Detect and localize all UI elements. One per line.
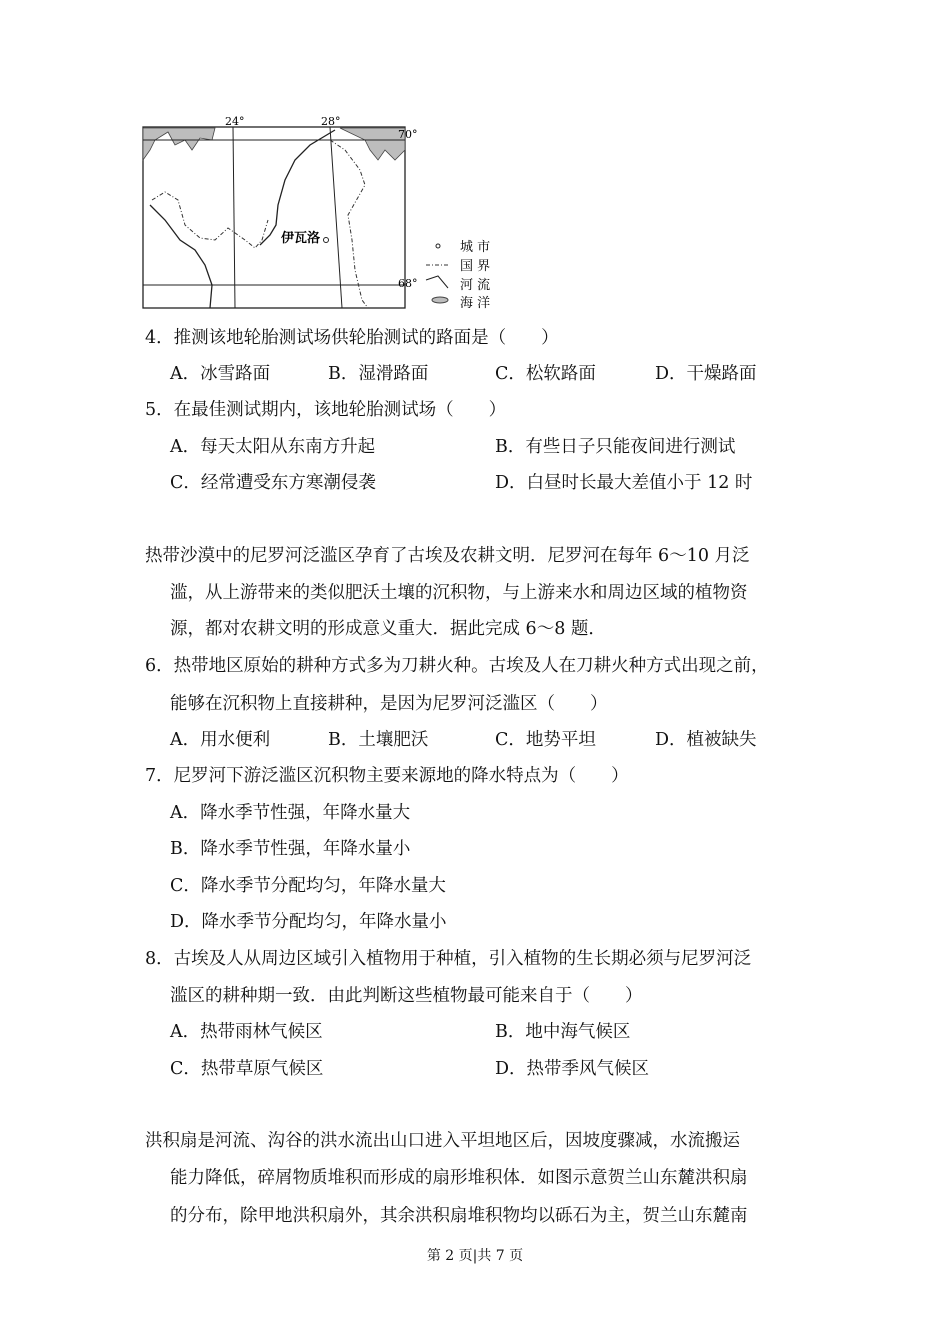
q4-stem: 4．推测该地轮胎测试场供轮胎测试的路面是（ ） xyxy=(145,328,559,348)
q6-option-a: A．用水便利 xyxy=(170,730,271,750)
q5-option-a: A．每天太阳从东南方升起 xyxy=(170,437,376,457)
passage1-line: 滥，从上游带来的类似肥沃土壤的沉积物，与上游来水和周边区域的植物资 xyxy=(170,583,748,603)
q7-option-b: B．降水季节性强，年降水量小 xyxy=(170,839,411,859)
passage2-line: 洪积扇是河流、沟谷的洪水流出山口进入平坦地区后，因坡度骤减，水流搬运 xyxy=(145,1131,740,1151)
passage2-line: 能力降低，碎屑物质堆积而形成的扇形堆积体．如图示意贺兰山东麓洪积扇 xyxy=(170,1168,748,1188)
q8-option-b: B．地中海气候区 xyxy=(495,1022,631,1042)
q7-stem: 7．尼罗河下游泛滥区沉积物主要来源地的降水特点为（ ） xyxy=(145,766,629,786)
lon-label-28: 28° xyxy=(321,115,341,128)
q5-option-d: D．白昼时长最大差值小于 12 时 xyxy=(495,473,753,493)
ocean-icon xyxy=(432,297,448,303)
q8-option-c: C．热带草原气候区 xyxy=(170,1059,324,1079)
q6-option-d: D．植被缺失 xyxy=(655,730,757,750)
q4-option-a: A．冰雪路面 xyxy=(170,364,271,384)
q6-stem: 能够在沉积物上直接耕种，是因为尼罗河泛滥区（ ） xyxy=(170,694,608,714)
legend-river: 河 流 xyxy=(460,278,491,293)
q5-option-c: C．经常遭受东方寒潮侵袭 xyxy=(170,473,376,493)
q8-stem: 8．古埃及人从周边区域引入植物用于种植，引入植物的生长期必须与尼罗河泛 xyxy=(145,949,752,969)
q6-stem: 6．热带地区原始的耕种方式多为刀耕火种。古埃及人在刀耕火种方式出现之前， xyxy=(145,656,769,676)
lat-label-68: 68° xyxy=(398,277,418,290)
legend-border: 国 界 xyxy=(460,259,491,274)
q7-option-d: D．降水季节分配均匀，年降水量小 xyxy=(170,912,447,932)
city-label-ivalo: 伊瓦洛 xyxy=(281,231,321,246)
lat-label-70: 70° xyxy=(398,128,418,141)
q7-option-c: C．降水季节分配均匀，年降水量大 xyxy=(170,876,446,896)
river-icon xyxy=(426,276,448,288)
city-dot-icon xyxy=(324,238,329,243)
q8-option-a: A．热带雨林气候区 xyxy=(170,1022,323,1042)
passage1-line: 热带沙漠中的尼罗河泛滥区孕育了古埃及农耕文明．尼罗河在每年 6～10 月泛 xyxy=(145,546,750,566)
lon-label-24: 24° xyxy=(225,115,245,128)
q4-option-c: C．松软路面 xyxy=(495,364,596,384)
finland-lapland-map xyxy=(138,112,508,312)
q4-option-d: D．干燥路面 xyxy=(655,364,757,384)
q8-option-d: D．热带季风气候区 xyxy=(495,1059,650,1079)
q5-option-b: B．有些日子只能夜间进行测试 xyxy=(495,437,736,457)
q8-stem: 滥区的耕种期一致．由此判断这些植物最可能来自于（ ） xyxy=(170,986,643,1006)
q7-option-a: A．降水季节性强，年降水量大 xyxy=(170,803,411,823)
passage1-line: 源，都对农耕文明的形成意义重大．据此完成 6～8 题． xyxy=(170,619,606,639)
q6-option-c: C．地势平坦 xyxy=(495,730,596,750)
passage2-line: 的分布，除甲地洪积扇外，其余洪积扇堆积物均以砾石为主，贺兰山东麓南 xyxy=(170,1206,748,1226)
legend-ocean: 海 洋 xyxy=(460,296,491,311)
city-dot-icon xyxy=(436,244,440,248)
q5-stem: 5．在最佳测试期内，该地轮胎测试场（ ） xyxy=(145,400,507,420)
legend-city: 城 市 xyxy=(460,240,491,255)
q6-option-b: B．土壤肥沃 xyxy=(328,730,429,750)
page-footer: 第 2 页|共 7 页 xyxy=(426,1248,524,1264)
q4-option-b: B．湿滑路面 xyxy=(328,364,429,384)
